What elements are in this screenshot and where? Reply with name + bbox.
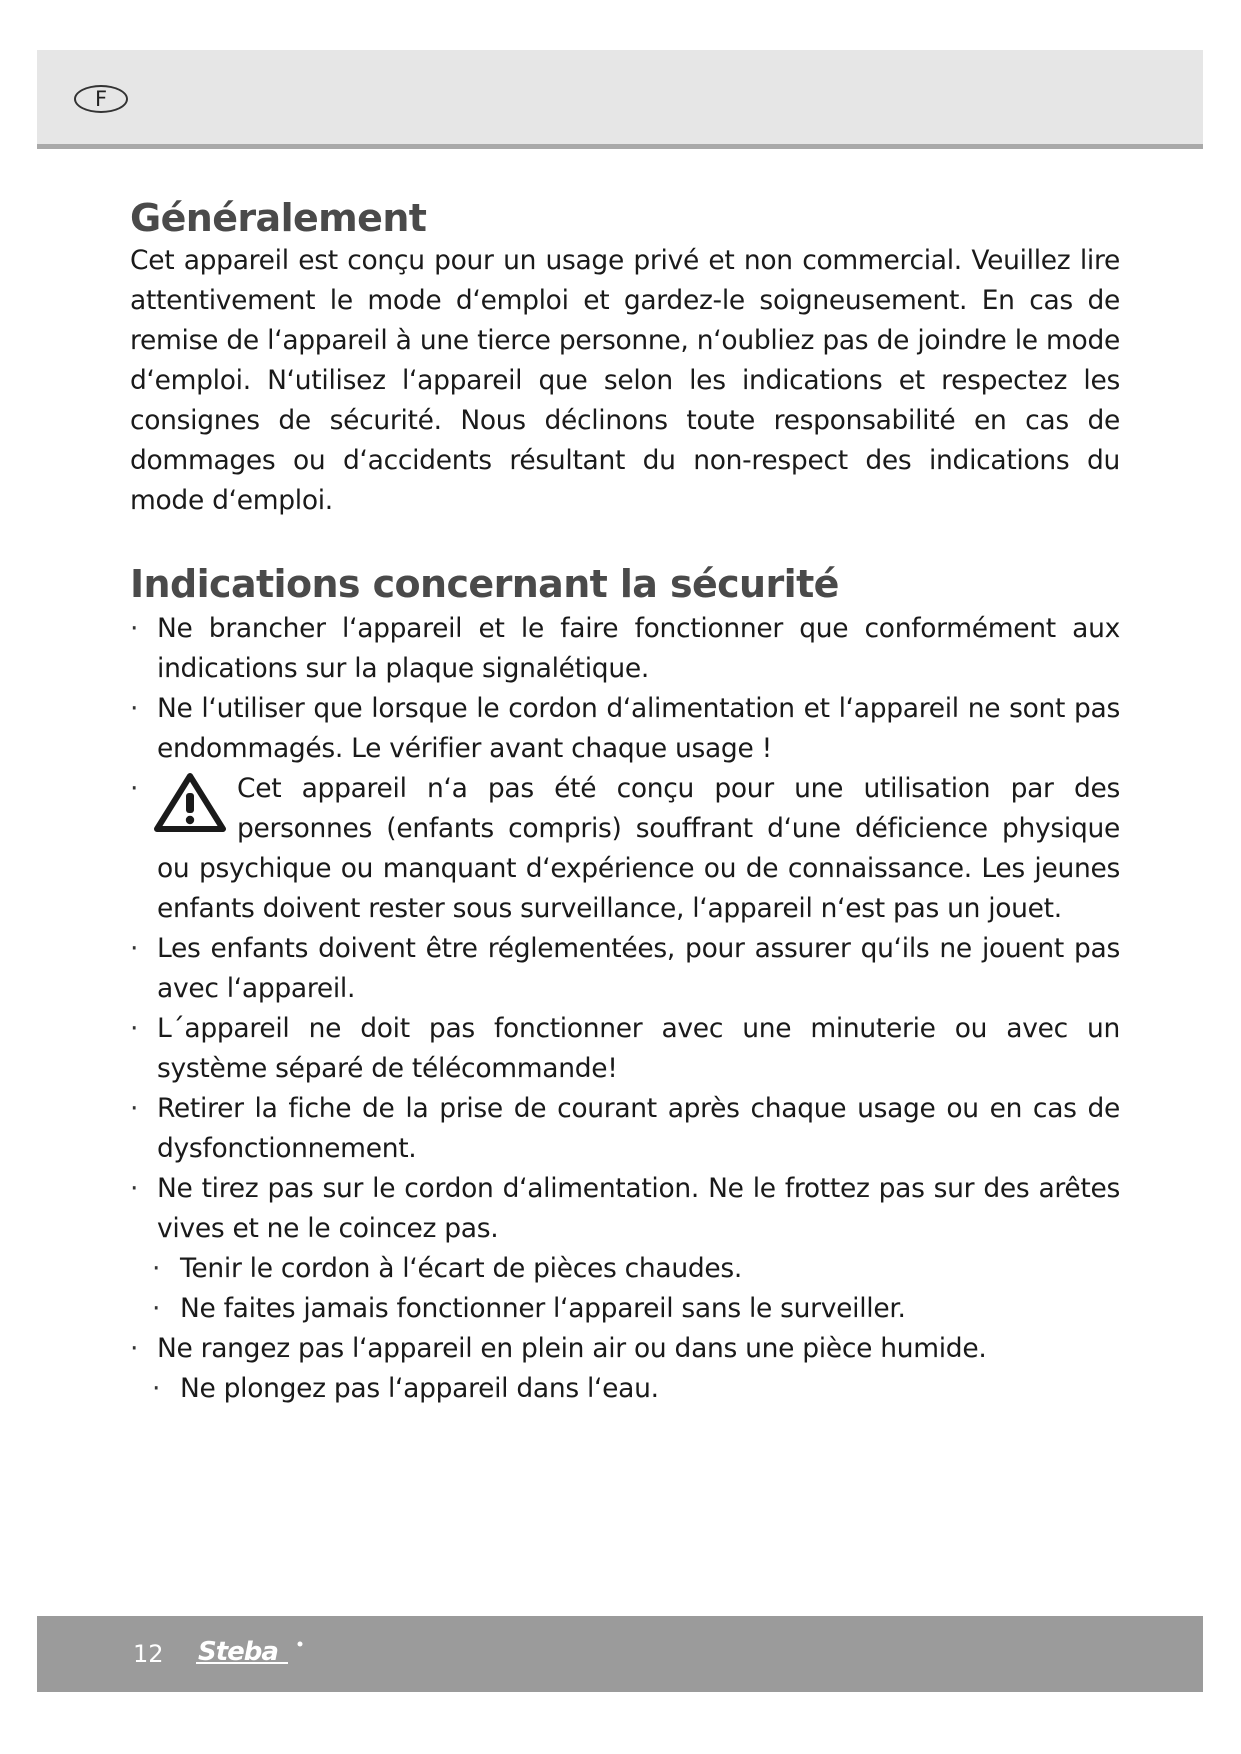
list-item: · Tenir le cordon à l‘écart de pièces chaudes. — [130, 1249, 1120, 1289]
bullet: · — [130, 1093, 139, 1124]
bullet: · — [130, 1013, 139, 1044]
page-content — [130, 195, 1120, 1409]
heading-safety: Indications concernant la sécurité — [130, 562, 839, 606]
bullet: · — [130, 1333, 139, 1364]
warning-triangle-icon — [153, 771, 227, 835]
bullet: · — [130, 773, 139, 804]
svg-text:Steba: Steba — [198, 1637, 278, 1667]
list-item: · Ne plongez pas l‘appareil dans l‘eau. — [130, 1369, 1120, 1409]
safety-list — [130, 609, 1120, 1409]
bullet: · — [130, 693, 139, 724]
list-item: · Ne brancher l‘appareil et le faire fonctionner que conformément aux indications sur la plaque signalétique. — [130, 609, 1120, 689]
list-item: · Ne rangez pas l‘appareil en plein air ou dans une pièce humide. — [130, 1329, 1120, 1369]
header-band — [37, 50, 1203, 149]
steba-logo — [196, 1636, 312, 1670]
list-item: · Les enfants doivent être réglementées, pour assurer qu‘ils ne jouent pas avec l‘appareil. — [130, 929, 1120, 1009]
list-item: · Ne l‘utiliser que lorsque le cordon d‘alimentation et l‘appareil ne sont pas endommagés. Le vérifier avant chaque usage ! — [130, 689, 1120, 769]
bullet: · — [152, 1293, 161, 1324]
heading-general: Généralement — [130, 196, 427, 240]
bullet: · — [130, 1173, 139, 1204]
bullet: · — [152, 1253, 161, 1284]
list-item: · Ne tirez pas sur le cordon d‘alimentation. Ne le frottez pas sur des arêtes vives et ne le coincez pas. — [130, 1169, 1120, 1249]
bullet: · — [130, 933, 139, 964]
list-item: · Retirer la fiche de la prise de courant après chaque usage ou en cas de dysfonctionnement. — [130, 1089, 1120, 1169]
bullet: · — [152, 1373, 161, 1404]
list-item: · L´appareil ne doit pas fonctionner avec une minuterie ou avec un système séparé de télécommande! — [130, 1009, 1120, 1089]
list-item-warning: · Cet appareil n‘a pas été conçu pour une utilisation par des personnes (enfants compris) souffrant d‘une déficience physique ou psychique ou manquant d‘expérience ou de connaissance. Les jeunes enfants doivent rester sous surveillance, l‘appareil n‘est pas un jouet. — [130, 769, 1120, 929]
general-paragraph: Cet appareil est conçu pour un usage privé et non commercial. Veuillez lire attentivement le mode d‘emploi et gardez-le soigneusement. En cas de remise de l‘appareil à une tierce personne, n‘oubliez pas de joindre le mode d‘emploi. N‘utilisez l‘appareil que selon les indications et respectez les consignes de sécurité. Nous déclinons toute responsabilité en cas de dommages ou d‘accidents résultant du non-respect des indications du mode d‘emploi. — [130, 245, 1120, 516]
page-number: 12 — [133, 1640, 164, 1668]
list-item: · Ne faites jamais fonctionner l‘appareil sans le surveiller. — [130, 1289, 1120, 1329]
language-badge: F — [74, 85, 128, 113]
bullet: · — [130, 613, 139, 644]
